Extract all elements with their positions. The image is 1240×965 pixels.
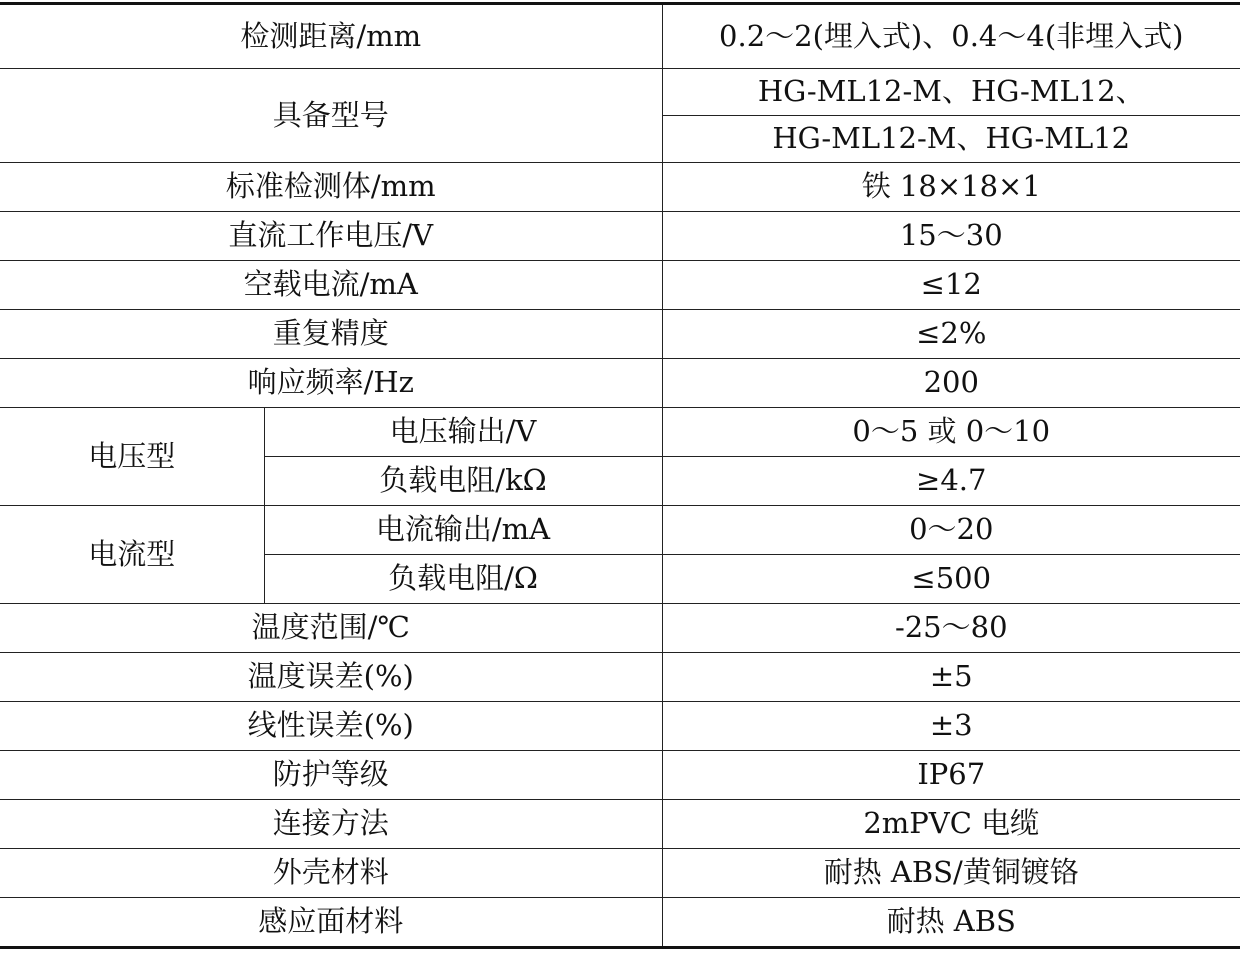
protection-value: IP67 (662, 751, 1240, 800)
table-row-current-output (0, 506, 1240, 555)
voltage-output-label: 电压输出/V (264, 408, 662, 457)
table-row-connection (0, 800, 1240, 849)
specification-table (0, 2, 1240, 949)
connection-label: 连接方法 (0, 800, 662, 849)
repeatability-label: 重复精度 (0, 310, 662, 359)
dc-voltage-label: 直流工作电压/V (0, 212, 662, 261)
table-row-standard-target (0, 163, 1240, 212)
table-row-repeatability (0, 310, 1240, 359)
standard-target-label: 标准检测体/mm (0, 163, 662, 212)
standard-target-value: 铁 18×18×1 (662, 163, 1240, 212)
sensing-face-label: 感应面材料 (0, 898, 662, 948)
current-type-group: 电流型 (0, 506, 264, 604)
housing-value: 耐热 ABS/黄铜镀铬 (662, 849, 1240, 898)
table-row-temperature-error (0, 653, 1240, 702)
voltage-load-label: 负载电阻/kΩ (264, 457, 662, 506)
models-label: 具备型号 (0, 69, 662, 163)
models-value-line1: HG-ML12-M、HG-ML12、 (662, 69, 1240, 116)
no-load-current-value: ≤12 (662, 261, 1240, 310)
table-row-detection-distance (0, 4, 1240, 69)
models-value-line2: HG-ML12-M、HG-ML12 (662, 116, 1240, 163)
table-row-dc-voltage (0, 212, 1240, 261)
voltage-type-group: 电压型 (0, 408, 264, 506)
housing-label: 外壳材料 (0, 849, 662, 898)
temperature-range-value: -25～80 (662, 604, 1240, 653)
detection-distance-value: 0.2～2(埋入式)、0.4～4(非埋入式) (662, 4, 1240, 69)
repeatability-value: ≤2% (662, 310, 1240, 359)
voltage-load-value: ≥4.7 (662, 457, 1240, 506)
protection-label: 防护等级 (0, 751, 662, 800)
table-row-sensing-face (0, 898, 1240, 948)
temperature-error-value: ±5 (662, 653, 1240, 702)
linearity-error-value: ±3 (662, 702, 1240, 751)
no-load-current-label: 空载电流/mA (0, 261, 662, 310)
temperature-error-label: 温度误差(%) (0, 653, 662, 702)
connection-value: 2mPVC 电缆 (662, 800, 1240, 849)
current-output-value: 0～20 (662, 506, 1240, 555)
sensing-face-value: 耐热 ABS (662, 898, 1240, 948)
table-row-models (0, 69, 1240, 116)
current-load-label: 负载电阻/Ω (264, 555, 662, 604)
detection-distance-label: 检测距离/mm (0, 4, 662, 69)
table-row-voltage-output (0, 408, 1240, 457)
dc-voltage-value: 15～30 (662, 212, 1240, 261)
table-row-response-frequency (0, 359, 1240, 408)
response-frequency-label: 响应频率/Hz (0, 359, 662, 408)
table-row-linearity-error (0, 702, 1240, 751)
table-row-housing (0, 849, 1240, 898)
current-load-value: ≤500 (662, 555, 1240, 604)
table-row-temperature-range (0, 604, 1240, 653)
voltage-output-value: 0～5 或 0～10 (662, 408, 1240, 457)
current-output-label: 电流输出/mA (264, 506, 662, 555)
table-row-protection (0, 751, 1240, 800)
table-row-no-load-current (0, 261, 1240, 310)
response-frequency-value: 200 (662, 359, 1240, 408)
linearity-error-label: 线性误差(%) (0, 702, 662, 751)
temperature-range-label: 温度范围/℃ (0, 604, 662, 653)
